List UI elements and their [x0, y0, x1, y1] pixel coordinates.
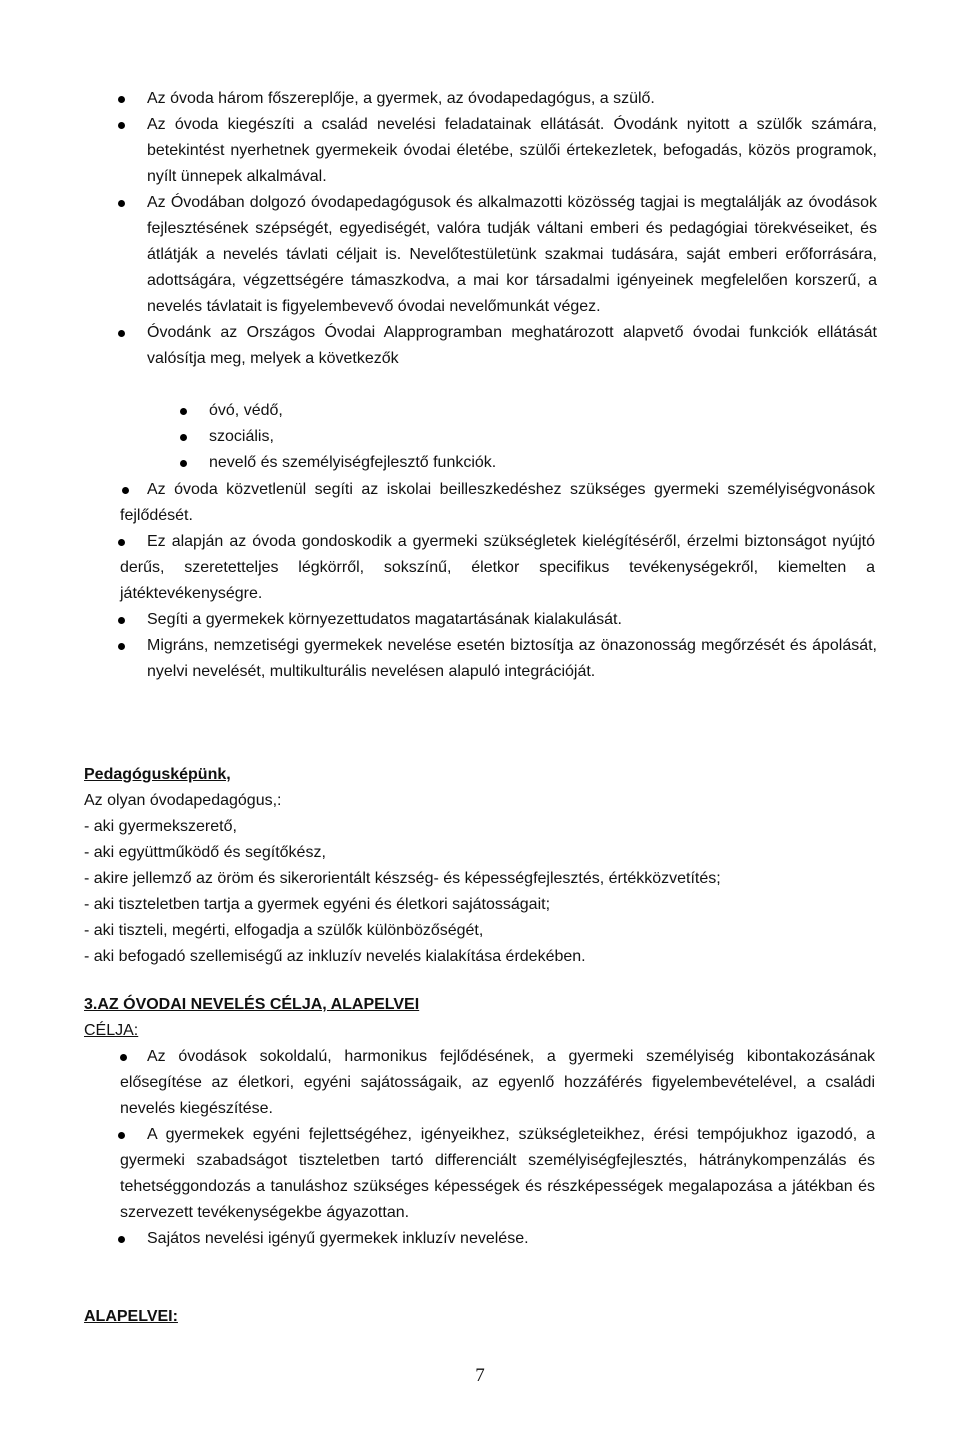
- list-item: szociális,: [209, 424, 809, 450]
- bullet-icon: [118, 1132, 125, 1139]
- section-title: 3.AZ ÓVODAI NEVELÉS CÉLJA, ALAPELVEI: [84, 996, 420, 1013]
- more-bullet-list: [0, 477, 960, 685]
- alapelvei-heading: ALAPELVEI:: [84, 1308, 178, 1325]
- bullet-icon: [118, 200, 125, 207]
- section-intro: Az olyan óvodapedagógus,:: [84, 792, 282, 809]
- list-item: - aki befogadó szellemiségű az inkluzív nevelés kialakítása érdekében.: [84, 948, 586, 965]
- cel-heading: CÉLJA:: [84, 1022, 139, 1039]
- list-item: Az óvoda kiegészíti a család nevelési feladatainak ellátását. Óvodánk nyitott a szülők számára, betekintést nyerhetnek gyermekeik óvodai életébe, szülői értekezletek, befogadás, közös programok, nyílt ünnepek alkalmával.: [147, 112, 877, 190]
- page-number: 7: [475, 1365, 485, 1386]
- bullet-icon: [122, 487, 129, 494]
- section-3: [84, 992, 884, 1044]
- list-item: Az óvoda közvetlenül segíti az iskolai beilleszkedéshez szükséges gyermeki személyiségvonások fejlődését.: [120, 481, 875, 524]
- cel-bullet-list: [0, 1044, 960, 1252]
- bullet-icon: [180, 434, 187, 441]
- bullet-icon: [180, 460, 187, 467]
- list-item: - aki tiszteli, megérti, elfogadja a szülők különbözőségét,: [84, 922, 484, 939]
- intro-bullet-list: [0, 86, 960, 372]
- list-item: Segíti a gyermekek környezettudatos magatartásának kialakulását.: [147, 607, 877, 633]
- list-item: - aki tiszteletben tartja a gyermek egyéni és életkori sajátosságait;: [84, 896, 551, 913]
- list-item: Az óvodások sokoldalú, harmonikus fejlődésének, a gyermeki személyiség kibontakozásának elősegítése az életkori, egyéni sajátosságaik, az egyenlő hozzáférés figyelembevételével, a családi nevelés kiegészítése.: [120, 1048, 875, 1117]
- bullet-icon: [180, 408, 187, 415]
- pedagogus-section: [84, 762, 884, 970]
- bullet-icon: [118, 96, 125, 103]
- bullet-icon: [118, 617, 125, 624]
- bullet-icon: [120, 1054, 127, 1061]
- bullet-icon: [118, 330, 125, 337]
- list-item: nevelő és személyiségfejlesztő funkciók.: [209, 450, 809, 476]
- list-item: Migráns, nemzetiségi gyermekek nevelése esetén biztosítja az önazonosság megőrzését és ápolását, nyelvi nevelését, multikulturális nevelésen alapuló integrációját.: [147, 633, 877, 685]
- list-item: Ez alapján az óvoda gondoskodik a gyermeki szükségletek kielégítéséről, érzelmi biztonságot nyújtó derűs, szeretetteljes légkörről, sokszínű, életkor specifikus tevékenységekről, kiemelten a játéktevékenységre.: [120, 533, 875, 602]
- pedagogus-lines: [84, 814, 884, 970]
- list-item: - aki gyermekszerető,: [84, 818, 237, 835]
- list-item: óvó, védő,: [209, 398, 809, 424]
- bullet-icon: [118, 1236, 125, 1243]
- bullet-icon: [118, 539, 125, 546]
- section-heading: Pedagógusképünk,: [84, 766, 231, 783]
- list-item: - akire jellemző az öröm és sikerorientált készség- és képességfejlesztés, értékközvetítés;: [84, 870, 721, 887]
- list-item: Az óvoda három főszereplője, a gyermek, az óvodapedagógus, a szülő.: [147, 86, 877, 112]
- list-item: Sajátos nevelési igényű gyermekek inkluzív nevelése.: [147, 1226, 877, 1252]
- bullet-icon: [118, 643, 125, 650]
- bullet-icon: [118, 122, 125, 129]
- list-item: Óvodánk az Országos Óvodai Alapprogramban meghatározott alapvető óvodai funkciók ellátását valósítja meg, melyek a következők: [147, 320, 877, 372]
- function-bullet-list: [0, 398, 960, 476]
- list-item: A gyermekek egyéni fejlettségéhez, igényeikhez, szükségleteikhez, érési tempójukhoz igazodó, a gyermeki szabadságot tiszteletben tartó differenciált személyiségfejlesztés, hátránykompenzálás és tehetséggondozás a tanuláshoz szükséges képességek és részképességek megalapozása a játékban és szervezett tevékenységekbe ágyazottan.: [120, 1126, 875, 1221]
- list-item: - aki együttműködő és segítőkész,: [84, 844, 326, 861]
- list-item: Az Óvodában dolgozó óvodapedagógusok és alkalmazotti közösség tagjai is megtalálják az óvodások fejlesztésének szépségét, egyediségét, valóra tudják váltani emberi és pedagógiai törekvéseiket, és átlátják a nevelés távlati céljait is. Nevelőtestületünk szakmai tudására, saját emberi erőforrására, adottságára, végzettségére támaszkodva, a mai kor társadalmi igényeinek megfelelően korszerű, a nevelés távlatait is figyelembevevő óvodai nevelőmunkát végez.: [147, 190, 877, 320]
